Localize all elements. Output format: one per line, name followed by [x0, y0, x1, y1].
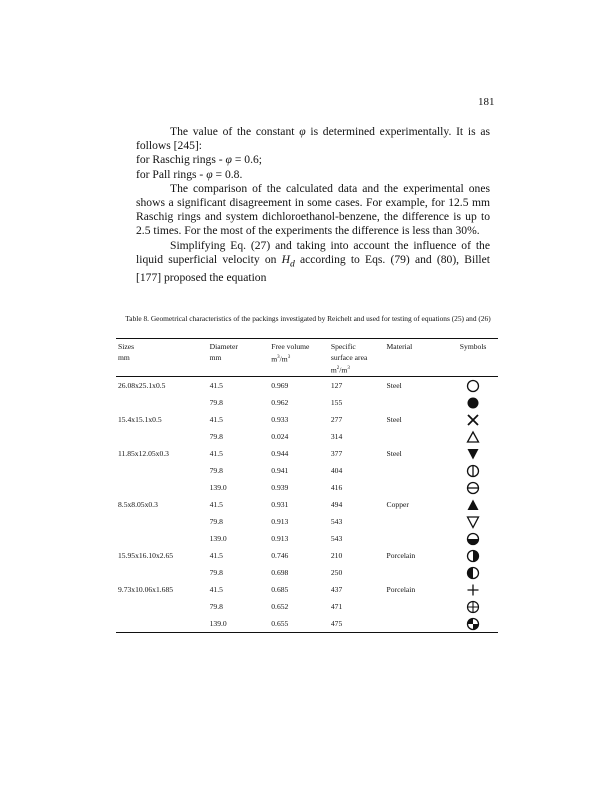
- header-empty: [271, 364, 331, 377]
- cell-symbol: [448, 564, 498, 581]
- cell-size: [116, 615, 210, 633]
- text: for Raschig rings -: [136, 153, 226, 167]
- cell-specific: 314: [330, 432, 343, 442]
- table-row: [116, 615, 498, 633]
- header-specific: Specific: [331, 339, 387, 354]
- cell-free-volume: 0.913: [271, 517, 289, 527]
- cell-material: Steel: [386, 381, 402, 391]
- cell-free-volume: 0.941: [271, 466, 289, 476]
- variable-subscript: d: [289, 258, 295, 270]
- cell-symbol: [448, 615, 498, 633]
- header-sizes: Sizes: [116, 339, 210, 354]
- cell-material: [387, 479, 449, 496]
- header-empty: [387, 364, 449, 377]
- table-row: [116, 513, 498, 530]
- cell-free-volume: 0.655: [271, 615, 331, 633]
- cell-material: Porcelain: [386, 585, 416, 595]
- cell-material: [387, 462, 449, 479]
- cell-size: 8.5x8.05x0.3: [118, 500, 158, 510]
- cell-free-volume: 0.931: [271, 500, 289, 510]
- header-empty: [116, 364, 210, 377]
- header-diameter-unit: mm: [209, 353, 222, 362]
- text: = 0.8.: [212, 167, 243, 181]
- cell-material: Porcelain: [386, 551, 416, 561]
- cell-diameter: 139.0: [209, 534, 227, 544]
- circle-open-icon: [466, 379, 480, 393]
- paragraph-billet: [136, 239, 490, 286]
- cell-size: [116, 530, 210, 547]
- cell-symbol: [448, 598, 498, 615]
- cell-symbol: [448, 428, 498, 445]
- cell-material: Steel: [386, 449, 402, 459]
- cell-specific: 543: [330, 534, 343, 544]
- triangle-up-filled-icon: [466, 498, 480, 512]
- cell-material: Copper: [386, 500, 409, 510]
- cell-free-volume: 0.962: [271, 398, 289, 408]
- table-row: [116, 428, 498, 445]
- cell-material: [387, 615, 449, 633]
- table-body: [116, 377, 498, 633]
- cross-x-icon: [466, 413, 480, 427]
- cell-specific: 277: [330, 415, 343, 425]
- cell-free-volume: 0.685: [271, 585, 289, 595]
- table-caption: Table 8. Geometrical characteristics of the packings investigated by Reichelt and used for testing of equations (25) and (26): [125, 314, 491, 323]
- cell-free-volume: 0.746: [271, 551, 289, 561]
- circle-horizontal-bar-icon: [466, 481, 480, 495]
- table-row: [116, 598, 498, 615]
- cell-diameter: 79.8: [209, 602, 223, 612]
- table-row: [116, 479, 498, 496]
- header-sizes-unit: mm: [118, 353, 130, 362]
- cell-material: [387, 530, 449, 547]
- cell-specific: 475: [331, 615, 387, 633]
- cell-diameter: 79.8: [209, 517, 223, 527]
- cell-material: [387, 598, 449, 615]
- cell-diameter: 139.0: [210, 615, 272, 633]
- cell-material: Steel: [386, 415, 402, 425]
- triangle-down-filled-icon: [466, 447, 480, 461]
- cell-diameter: 41.5: [209, 500, 223, 510]
- text: Simplifying Eq. (27) and taking into account the influence of the liquid superficial velocity on: [136, 238, 490, 266]
- table-row: [116, 411, 498, 428]
- cell-free-volume: 0.024: [271, 432, 289, 442]
- cell-size: [116, 428, 210, 445]
- cell-specific: 543: [330, 517, 343, 527]
- circle-quadrants-filled-icon: [466, 617, 480, 631]
- header-empty: [448, 364, 498, 377]
- unit-sup: 2: [336, 365, 340, 371]
- cell-diameter: 41.5: [209, 449, 223, 459]
- cell-size: [116, 564, 210, 581]
- phi-symbol: φ: [299, 125, 306, 138]
- unit-text: m: [271, 354, 278, 364]
- table-row: [116, 462, 498, 479]
- cell-size: [116, 394, 210, 411]
- unit-sup: 3: [347, 365, 350, 371]
- cell-diameter: 139.0: [209, 483, 227, 493]
- cell-material: [387, 564, 449, 581]
- cell-specific: 437: [330, 585, 343, 595]
- cell-specific: 404: [330, 466, 343, 476]
- cell-size: [116, 513, 210, 530]
- cell-size: 11.85x12.05x0.3: [118, 449, 169, 459]
- cell-diameter: 79.8: [209, 568, 223, 578]
- line-pall: [136, 168, 490, 182]
- cell-diameter: 41.5: [209, 415, 223, 425]
- cell-symbol: [448, 530, 498, 547]
- unit-sup: 3: [287, 355, 291, 360]
- cell-specific: 127: [330, 381, 343, 391]
- table-row: [116, 530, 498, 547]
- cell-diameter: 79.8: [209, 432, 223, 442]
- triangle-up-open-icon: [466, 430, 480, 444]
- paragraph-constant: [136, 125, 490, 153]
- unit-text: /m: [339, 365, 348, 375]
- triangle-down-open-icon: [466, 515, 480, 529]
- cell-symbol: [448, 547, 498, 564]
- plus-icon: [466, 583, 480, 597]
- table-row: [116, 581, 498, 598]
- cell-symbol: [448, 394, 498, 411]
- cell-diameter: 41.5: [209, 551, 223, 561]
- text: = 0.6;: [231, 153, 262, 167]
- circle-bottom-half-filled-icon: [466, 532, 480, 546]
- text: according to Eqs. (79) and (80), Billet [177] proposed the equation: [136, 252, 491, 285]
- table-row: [116, 547, 498, 564]
- header-empty: [448, 353, 498, 364]
- cell-symbol: [448, 411, 498, 428]
- table-row: [116, 445, 498, 462]
- header-empty: [210, 364, 272, 377]
- header-specific-2: surface area: [330, 353, 368, 362]
- page-number: 181: [478, 96, 495, 108]
- cell-specific: 210: [330, 551, 343, 561]
- packings-table: [116, 338, 498, 633]
- unit-text: m: [330, 365, 337, 375]
- cell-free-volume: 0.652: [271, 602, 289, 612]
- cell-material: [387, 394, 449, 411]
- cell-free-volume: 0.969: [271, 381, 289, 391]
- unit-sup: 3: [277, 355, 280, 360]
- cell-specific: 416: [330, 483, 343, 493]
- cell-diameter: 79.8: [209, 398, 223, 408]
- text: The value of the constant: [170, 125, 300, 138]
- header-symbols: Symbols: [448, 339, 498, 354]
- header-material: Material: [387, 339, 449, 354]
- cell-free-volume: 0.913: [271, 534, 289, 544]
- cell-free-volume: 0.944: [271, 449, 289, 459]
- cell-specific: 471: [330, 602, 343, 612]
- cell-free-volume: 0.933: [271, 415, 289, 425]
- cell-symbol: [448, 445, 498, 462]
- header-free-volume-unit: [271, 353, 331, 364]
- header-free-volume: Free volume: [271, 339, 331, 354]
- cell-specific: 250: [330, 568, 343, 578]
- body-text: [136, 125, 490, 286]
- cell-diameter: 41.5: [209, 381, 223, 391]
- phi-symbol: φ: [225, 153, 232, 167]
- cell-symbol: [448, 496, 498, 513]
- cell-symbol: [448, 377, 498, 395]
- cell-material: [387, 513, 449, 530]
- circle-right-half-filled-icon: [466, 549, 480, 563]
- cell-free-volume: 0.939: [271, 483, 289, 493]
- variable-h: H: [281, 252, 290, 266]
- cell-symbol: [448, 462, 498, 479]
- cell-size: 26.08x25.1x0.5: [118, 381, 166, 391]
- unit-text: /m: [279, 354, 288, 364]
- header-diameter: Diameter: [210, 339, 272, 354]
- circle-left-half-filled-icon: [466, 566, 480, 580]
- cell-symbol: [448, 479, 498, 496]
- cell-material: [387, 428, 449, 445]
- phi-symbol: φ: [206, 167, 213, 181]
- table-row: [116, 377, 498, 395]
- cell-size: 15.4x15.1x0.5: [118, 415, 162, 425]
- circle-vertical-bar-icon: [466, 464, 480, 478]
- text: is determined experimentally. It is as follows [245]:: [136, 125, 490, 153]
- header-specific-unit: [331, 364, 387, 377]
- cell-size: 15.95x16.10x2.65: [118, 551, 174, 561]
- cell-size: [116, 462, 210, 479]
- circle-filled-icon: [466, 396, 480, 410]
- cell-specific: 494: [330, 500, 343, 510]
- cell-size: 9.73x10.06x1.685: [118, 585, 174, 595]
- cell-diameter: 79.8: [209, 466, 223, 476]
- cell-size: [116, 479, 210, 496]
- cell-symbol: [448, 581, 498, 598]
- cell-specific: 377: [330, 449, 343, 459]
- circle-plus-icon: [466, 600, 480, 614]
- cell-diameter: 41.5: [209, 585, 223, 595]
- cell-free-volume: 0.698: [271, 568, 289, 578]
- line-raschig: [136, 153, 490, 167]
- cell-specific: 155: [330, 398, 343, 408]
- table-row: [116, 564, 498, 581]
- text: for Pall rings -: [136, 167, 207, 181]
- header-empty: [387, 353, 449, 364]
- cell-size: [116, 598, 210, 615]
- table-row: [116, 394, 498, 411]
- paragraph-comparison: The comparison of the calculated data and the experimental ones shows a significant disagreement in some cases. For example, for 12.5 mm Raschig rings and system dichloroethanol-benzene, the difference is up to 2.5 times. For the most of the experiments the difference is less than 30%.: [136, 181, 490, 238]
- table-row: [116, 496, 498, 513]
- cell-symbol: [448, 513, 498, 530]
